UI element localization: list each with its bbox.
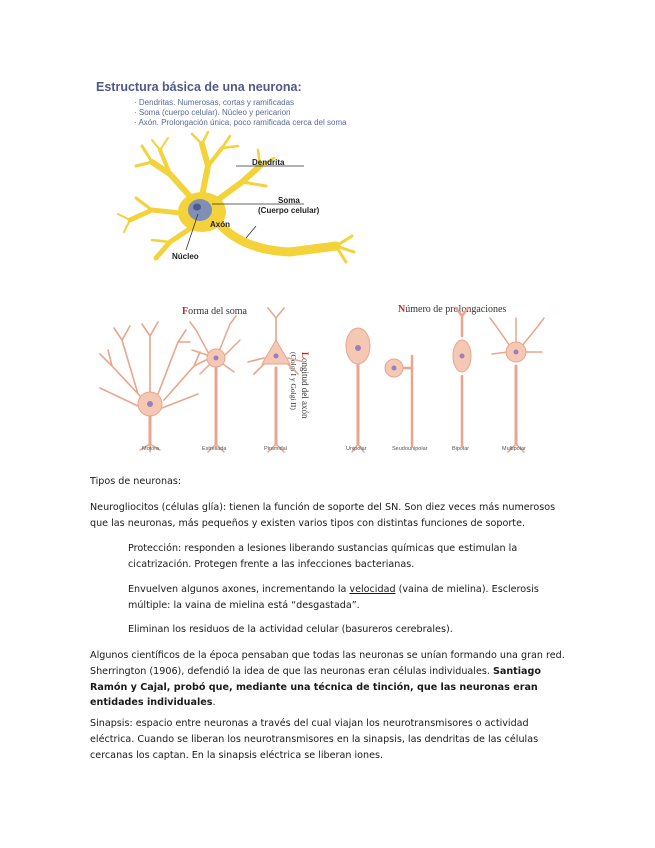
caption-piramidal: Piramidal — [264, 446, 287, 452]
caption-unipolar: Unipolar — [346, 446, 367, 452]
neuron-types-figure — [92, 296, 552, 456]
label-soma-sub: (Cuerpo celular) — [258, 206, 320, 215]
paragraph-eliminan: Eliminan los residuos de la actividad celular (basureros cerebrales). — [128, 624, 453, 635]
neuron-illustration — [90, 74, 380, 274]
heading-longitud-axon: Longitud del axón — [300, 352, 310, 419]
label-axon: Axón — [210, 220, 230, 229]
neuron-types-illustration — [92, 296, 552, 456]
bullet-axon: · Axón. Prolongación única, poco ramificada cerca del soma — [134, 118, 347, 127]
label-nucleo: Núcleo — [172, 252, 199, 261]
link-velocidad[interactable]: velocidad — [349, 584, 396, 595]
paragraph-envuelven: Envuelven algunos axones, incrementando la velocidad (vaina de mielina). Esclerosis múltiple: la vaina de mielina está “desgastada”. — [128, 584, 539, 611]
label-dendrita: Dendrita — [252, 158, 285, 167]
bullet-dendritas: · Dendritas. Numerosas, cortas y ramificadas — [134, 98, 295, 107]
heading-forma-soma: Forma del soma — [182, 306, 247, 317]
caption-seudounipolar: Seudounipolar — [392, 446, 428, 452]
paragraph-tipos: Tipos de neuronas: — [90, 476, 182, 487]
neuron-structure-figure — [90, 74, 380, 274]
paragraph-proteccion: Protección: responden a lesiones liberando sustancias químicas que estimulan la cicatrización. Protegen frente a las infecciones bacterianas. — [128, 543, 518, 570]
paragraph-cientificos: Algunos científicos de la época pensaban que todas las neuronas se unían formando una gran red. Sherrington (1906), defendió la idea de que las neuronas eran células individuales. Santiago Ramón y Cajal, probó que, mediante una técnica de tinción, que las neuronas eran entidades individuales. — [90, 650, 565, 709]
figure-title: Estructura básica de una neurona: — [96, 80, 302, 94]
caption-multipolar: Multipolar — [502, 446, 526, 452]
paragraph-sinapsis: Sinapsis: espacio entre neuronas a través del cual viajan los neurotransmisores o actividad eléctrica. Cuando se liberan los neurotransmisores en la sinapsis, las dendritas de las células cercanas los captan. En la sinapsis eléctrica se liberan iones. — [90, 718, 539, 761]
caption-estrellada: Estrellada — [202, 446, 227, 452]
bullet-soma: · Soma (cuerpo celular). Núcleo y pericarion — [134, 108, 291, 117]
heading-golgi: (Golgi I y Golgi II) — [289, 352, 298, 410]
caption-motora: Motora — [142, 446, 160, 452]
heading-numero-prolongaciones: Número de prolongaciones — [398, 304, 507, 315]
caption-bipolar: Bipolar — [452, 446, 470, 452]
label-soma: Soma — [278, 196, 300, 205]
paragraph-neuroglia: Neurogliocitos (células glía): tienen la función de soporte del SN. Son diez veces más numerosos que las neuronas, más pequeños y existen varios tipos con distintas funciones de soporte. — [90, 502, 556, 529]
